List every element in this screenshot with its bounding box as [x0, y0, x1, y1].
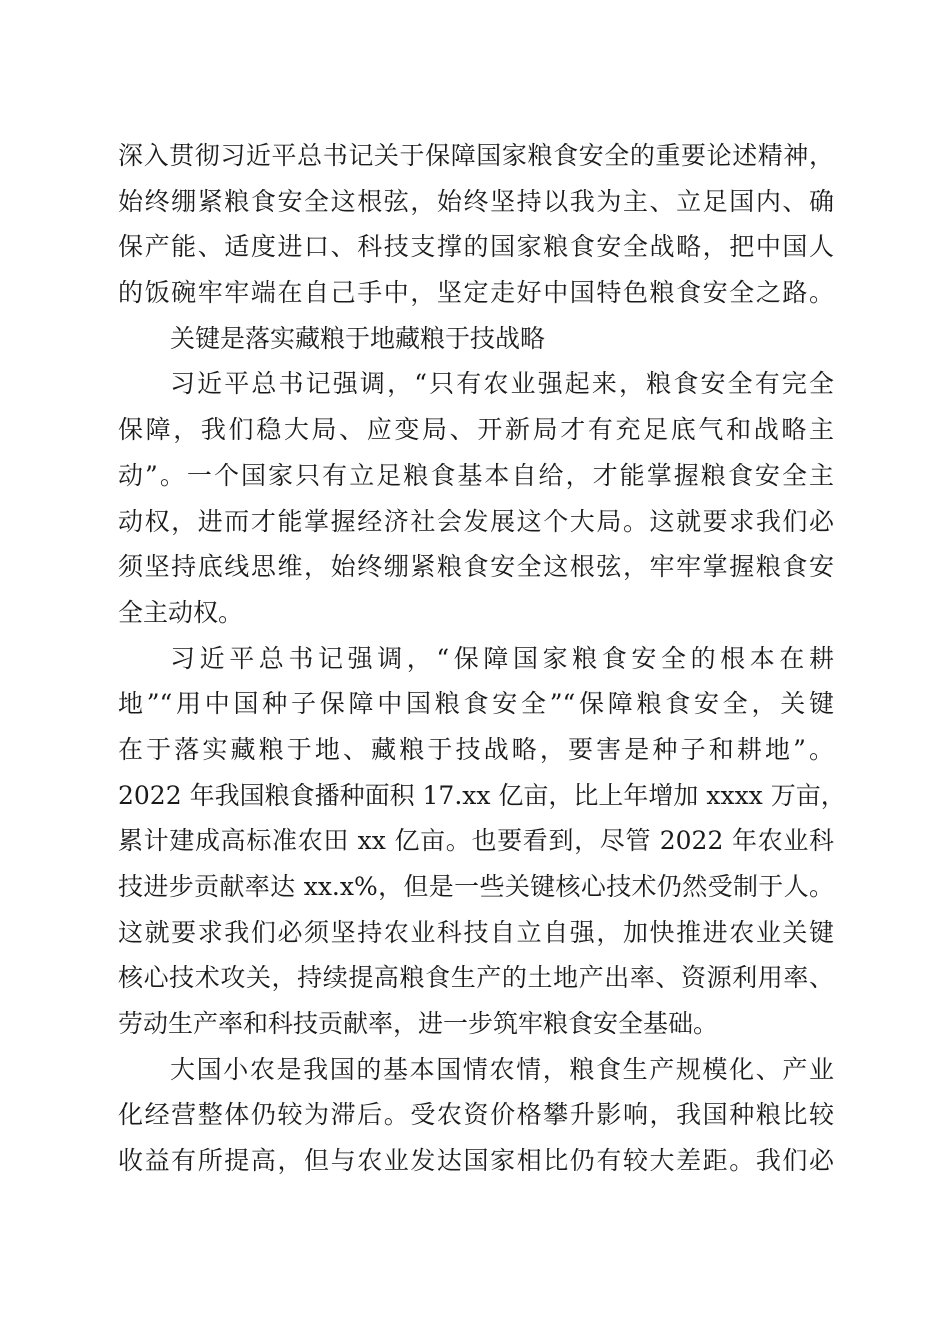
paragraph-line: 保产能、适度进口、科技支撑的国家粮食安全战略，把中国人 [118, 232, 834, 262]
paragraph-line: 化经营整体仍较为滞后。受农资价格攀升影响，我国种粮比较 [118, 1100, 834, 1130]
paragraph-line: 地”“用中国种子保障中国粮食安全”“保障粮食安全，关键 [118, 689, 834, 719]
paragraph-line: 习近平总书记强调，“保障国家粮食安全的根本在耕 [170, 643, 834, 673]
paragraph-line: 核心技术攻关，持续提高粮食生产的土地产出率、资源利用率、 [118, 963, 834, 993]
paragraph-line: 习近平总书记强调，“只有农业强起来，粮食安全有完全 [170, 369, 834, 399]
paragraph-line: 劳动生产率和科技贡献率，进一步筑牢粮食安全基础。 [118, 1009, 719, 1039]
paragraph-line: 全主动权。 [118, 597, 244, 627]
paragraph-line: 这就要求我们必须坚持农业科技自立自强，加快推进农业关键 [118, 917, 834, 947]
paragraph-line: 须坚持底线思维，始终绷紧粮食安全这根弦，牢牢掌握粮食安 [118, 552, 834, 582]
paragraph-line: 始终绷紧粮食安全这根弦，始终坚持以我为主、立足国内、确 [118, 186, 834, 216]
paragraph-line: 2022 年我国粮食播种面积 17.xx 亿亩，比上年增加 xxxx 万亩， [118, 780, 846, 810]
paragraph-line: 在于落实藏粮于地、藏粮于技战略，要害是种子和耕地”。 [118, 734, 834, 764]
paragraph-line: 动”。一个国家只有立足粮食基本自给，才能掌握粮食安全主 [118, 460, 834, 490]
paragraph-line: 收益有所提高，但与农业发达国家相比仍有较大差距。我们必 [118, 1146, 834, 1176]
paragraph-line: 保障，我们稳大局、应变局、开新局才有充足底气和战略主 [118, 415, 834, 445]
paragraph-line: 技进步贡献率达 xx.x%，但是一些关键核心技术仍然受制于人。 [118, 872, 834, 901]
paragraph-line: 深入贯彻习近平总书记关于保障国家粮食安全的重要论述精神， [118, 141, 834, 170]
paragraph-line: 的饭碗牢牢端在自己手中，坚定走好中国特色粮食安全之路。 [118, 278, 834, 308]
paragraph-line: 大国小农是我国的基本国情农情，粮食生产规模化、产业 [170, 1054, 834, 1084]
paragraph-line: 动权，进而才能掌握经济社会发展这个大局。这就要求我们必 [118, 506, 834, 536]
section-heading: 关键是落实藏粮于地藏粮于技战略 [170, 323, 546, 353]
paragraph-line: 累计建成高标准农田 xx 亿亩。也要看到，尽管 2022 年农业科 [118, 826, 834, 856]
document-page [118, 133, 846, 1184]
